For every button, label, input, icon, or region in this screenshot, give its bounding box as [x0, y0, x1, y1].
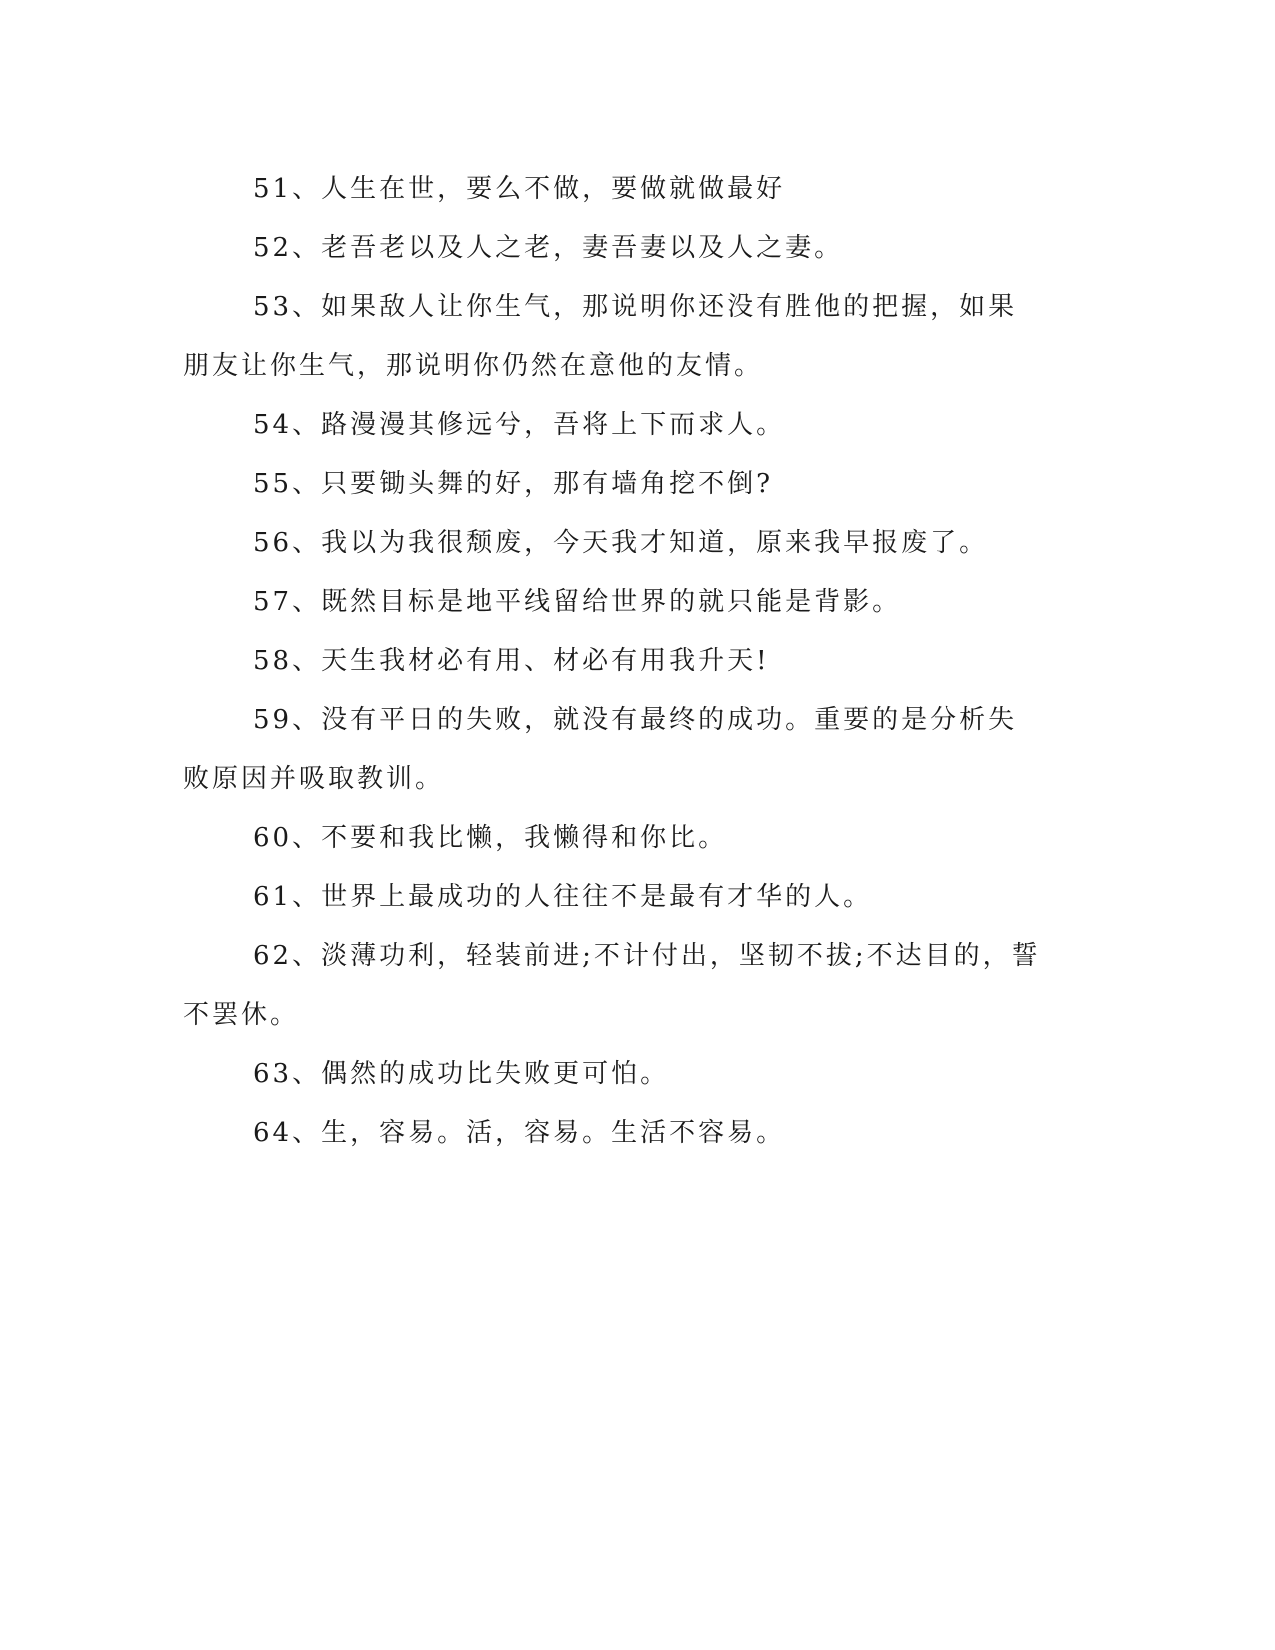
paragraph-number: 61、	[253, 882, 322, 912]
document-body	[183, 160, 1043, 1163]
paragraph-number: 57、	[253, 587, 322, 617]
paragraph-number: 58、	[253, 646, 322, 676]
paragraph-61	[183, 868, 1043, 927]
paragraph-text: 如果敌人让你生气，那说明你还没有胜他的把握，如果朋友让你生气，那说明你仍然在意他的友情。	[183, 292, 1018, 381]
paragraph-63	[183, 1045, 1043, 1104]
paragraph-58	[183, 632, 1043, 691]
paragraph-number: 54、	[253, 410, 322, 440]
paragraph-text: 既然目标是地平线留给世界的就只能是背影。	[321, 587, 902, 617]
paragraph-60	[183, 809, 1043, 868]
paragraph-text: 路漫漫其修远兮，吾将上下而求人。	[321, 410, 786, 440]
paragraph-number: 55、	[253, 469, 322, 499]
paragraph-54	[183, 396, 1043, 455]
paragraph-text: 生，容易。活，容易。生活不容易。	[321, 1118, 786, 1148]
paragraph-text: 不要和我比懒，我懒得和你比。	[321, 823, 728, 853]
paragraph-53	[183, 278, 1043, 396]
paragraph-text: 天生我材必有用、材必有用我升天!	[321, 646, 770, 676]
paragraph-64	[183, 1104, 1043, 1163]
paragraph-number: 64、	[253, 1118, 322, 1148]
paragraph-text: 没有平日的失败，就没有最终的成功。重要的是分析失败原因并吸取教训。	[183, 705, 1018, 794]
paragraph-56	[183, 514, 1043, 573]
paragraph-text: 淡薄功利，轻装前进;不计付出，坚韧不拔;不达目的，誓不罢休。	[183, 941, 1041, 1030]
paragraph-62	[183, 927, 1043, 1045]
paragraph-number: 53、	[253, 292, 322, 322]
paragraph-text: 老吾老以及人之老，妻吾妻以及人之妻。	[321, 233, 844, 263]
paragraph-number: 59、	[253, 705, 322, 735]
paragraph-text: 人生在世，要么不做，要做就做最好	[321, 174, 786, 204]
paragraph-text: 世界上最成功的人往往不是最有才华的人。	[321, 882, 873, 912]
paragraph-number: 62、	[253, 941, 322, 971]
paragraph-55	[183, 455, 1043, 514]
paragraph-59	[183, 691, 1043, 809]
paragraph-number: 56、	[253, 528, 322, 558]
paragraph-51	[183, 160, 1043, 219]
paragraph-text: 偶然的成功比失败更可怕。	[321, 1059, 670, 1089]
paragraph-number: 51、	[253, 174, 322, 204]
paragraph-52	[183, 219, 1043, 278]
paragraph-57	[183, 573, 1043, 632]
paragraph-text: 只要锄头舞的好，那有墙角挖不倒?	[321, 469, 774, 499]
paragraph-number: 60、	[253, 823, 322, 853]
paragraph-number: 52、	[253, 233, 322, 263]
paragraph-text: 我以为我很颓废，今天我才知道，原来我早报废了。	[321, 528, 989, 558]
paragraph-number: 63、	[253, 1059, 322, 1089]
